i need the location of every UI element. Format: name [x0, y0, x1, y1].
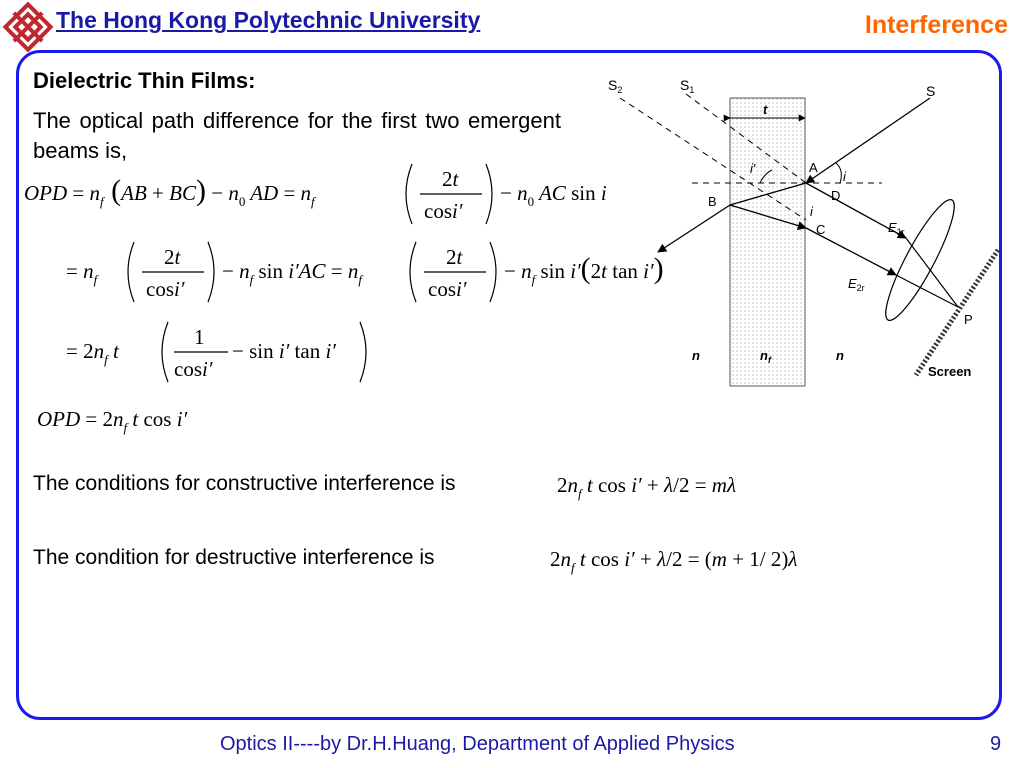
label-e1: $E_{1r}$ — [888, 220, 905, 237]
svg-text:2t: 2t — [164, 245, 181, 269]
svg-text:− n0 AC sin i: − $n_0$ AC sin i — [500, 181, 607, 209]
label-s: S — [926, 83, 936, 99]
label-d: D — [831, 188, 841, 203]
svg-text:cosi′: cosi′ — [424, 199, 463, 223]
label-s1: $S_1$ — [680, 77, 695, 95]
opd-equation-line-3 — [60, 316, 390, 388]
intro-text: The optical path difference for the first two emergent beams is, — [33, 108, 561, 163]
page-number: 9 — [990, 733, 1002, 755]
thickness-label: t — [763, 102, 768, 117]
slide-heading: Dielectric Thin Films: — [33, 68, 256, 93]
svg-text:2t: 2t — [442, 167, 459, 191]
label-e2: $E_{2r}$ — [848, 276, 865, 293]
svg-text:OPD = 2nf t cos i′: OPD = $2n_f$ t cos i′ — [37, 407, 188, 435]
label-p: P — [964, 312, 973, 327]
footer-text: Optics II----by Dr.H.Huang, Department of Applied Physics — [220, 733, 735, 755]
label-screen: Screen — [928, 364, 972, 379]
destructive-condition-text: The condition for destructive interference is — [33, 546, 435, 569]
opd-result — [33, 400, 273, 440]
svg-text:− nf sin i′(2t tan i′): − $n_f$ sin i′(2t tan i′) — [504, 252, 664, 287]
label-n-left: n — [692, 348, 700, 363]
svg-text:OPD = nf (AB + BC) − n0 AD = n: OPD = $n_f$ $(AB + BC) - n_0$ AD = $n_f$ — [24, 174, 315, 209]
constructive-condition-equation — [553, 466, 813, 502]
svg-text:cosi′: cosi′ — [174, 357, 213, 381]
svg-text:2t: 2t — [446, 245, 463, 269]
label-a: A — [809, 160, 818, 175]
opd-equation-line-1 — [20, 158, 620, 230]
constructive-condition-text: The conditions for constructive interference is — [33, 472, 456, 495]
svg-text:− sin i′ tan i′: − sin i′ tan i′ — [232, 339, 336, 363]
destructive-condition-equation — [546, 540, 886, 576]
slide-topic: Interference — [864, 11, 1008, 39]
label-n-right: n — [836, 348, 844, 363]
label-i-lower: i — [810, 204, 813, 219]
svg-text:= 2nf t: = $2n_f$ t — [66, 339, 119, 367]
svg-text:2nf t cos i′ + λ/2 = mλ: $2n_f$ t cos i′ + λ/2 = mλ — [557, 473, 737, 501]
label-n-film: $n_f$ — [760, 348, 771, 365]
svg-text:2nf t cos i′ + λ/2 = (m + 1/ 2: $2n_f$ t cos i′ + λ/2 = (m + 1/ 2)λ — [550, 547, 798, 575]
university-name[interactable]: The Hong Kong Polytechnic University — [56, 7, 481, 33]
svg-text:cosi′: cosi′ — [146, 277, 185, 301]
label-i: i — [843, 169, 846, 184]
svg-text:= nf: = $n_f$ — [66, 259, 98, 287]
lens — [876, 193, 965, 326]
thin-film-diagram — [600, 70, 1010, 390]
label-i-prime: i′ — [750, 161, 756, 176]
label-c: C — [816, 222, 826, 237]
svg-text:− nf sin i′AC = nf: − $n_f$ $\sin i'AC = n_f$ — [222, 259, 362, 287]
film-slab — [730, 98, 805, 386]
svg-text:cosi′: cosi′ — [428, 277, 467, 301]
svg-text:1: 1 — [194, 325, 205, 349]
university-logo-icon — [2, 1, 54, 53]
label-b: B — [708, 194, 717, 209]
label-s2: $S_2$ — [608, 77, 623, 95]
